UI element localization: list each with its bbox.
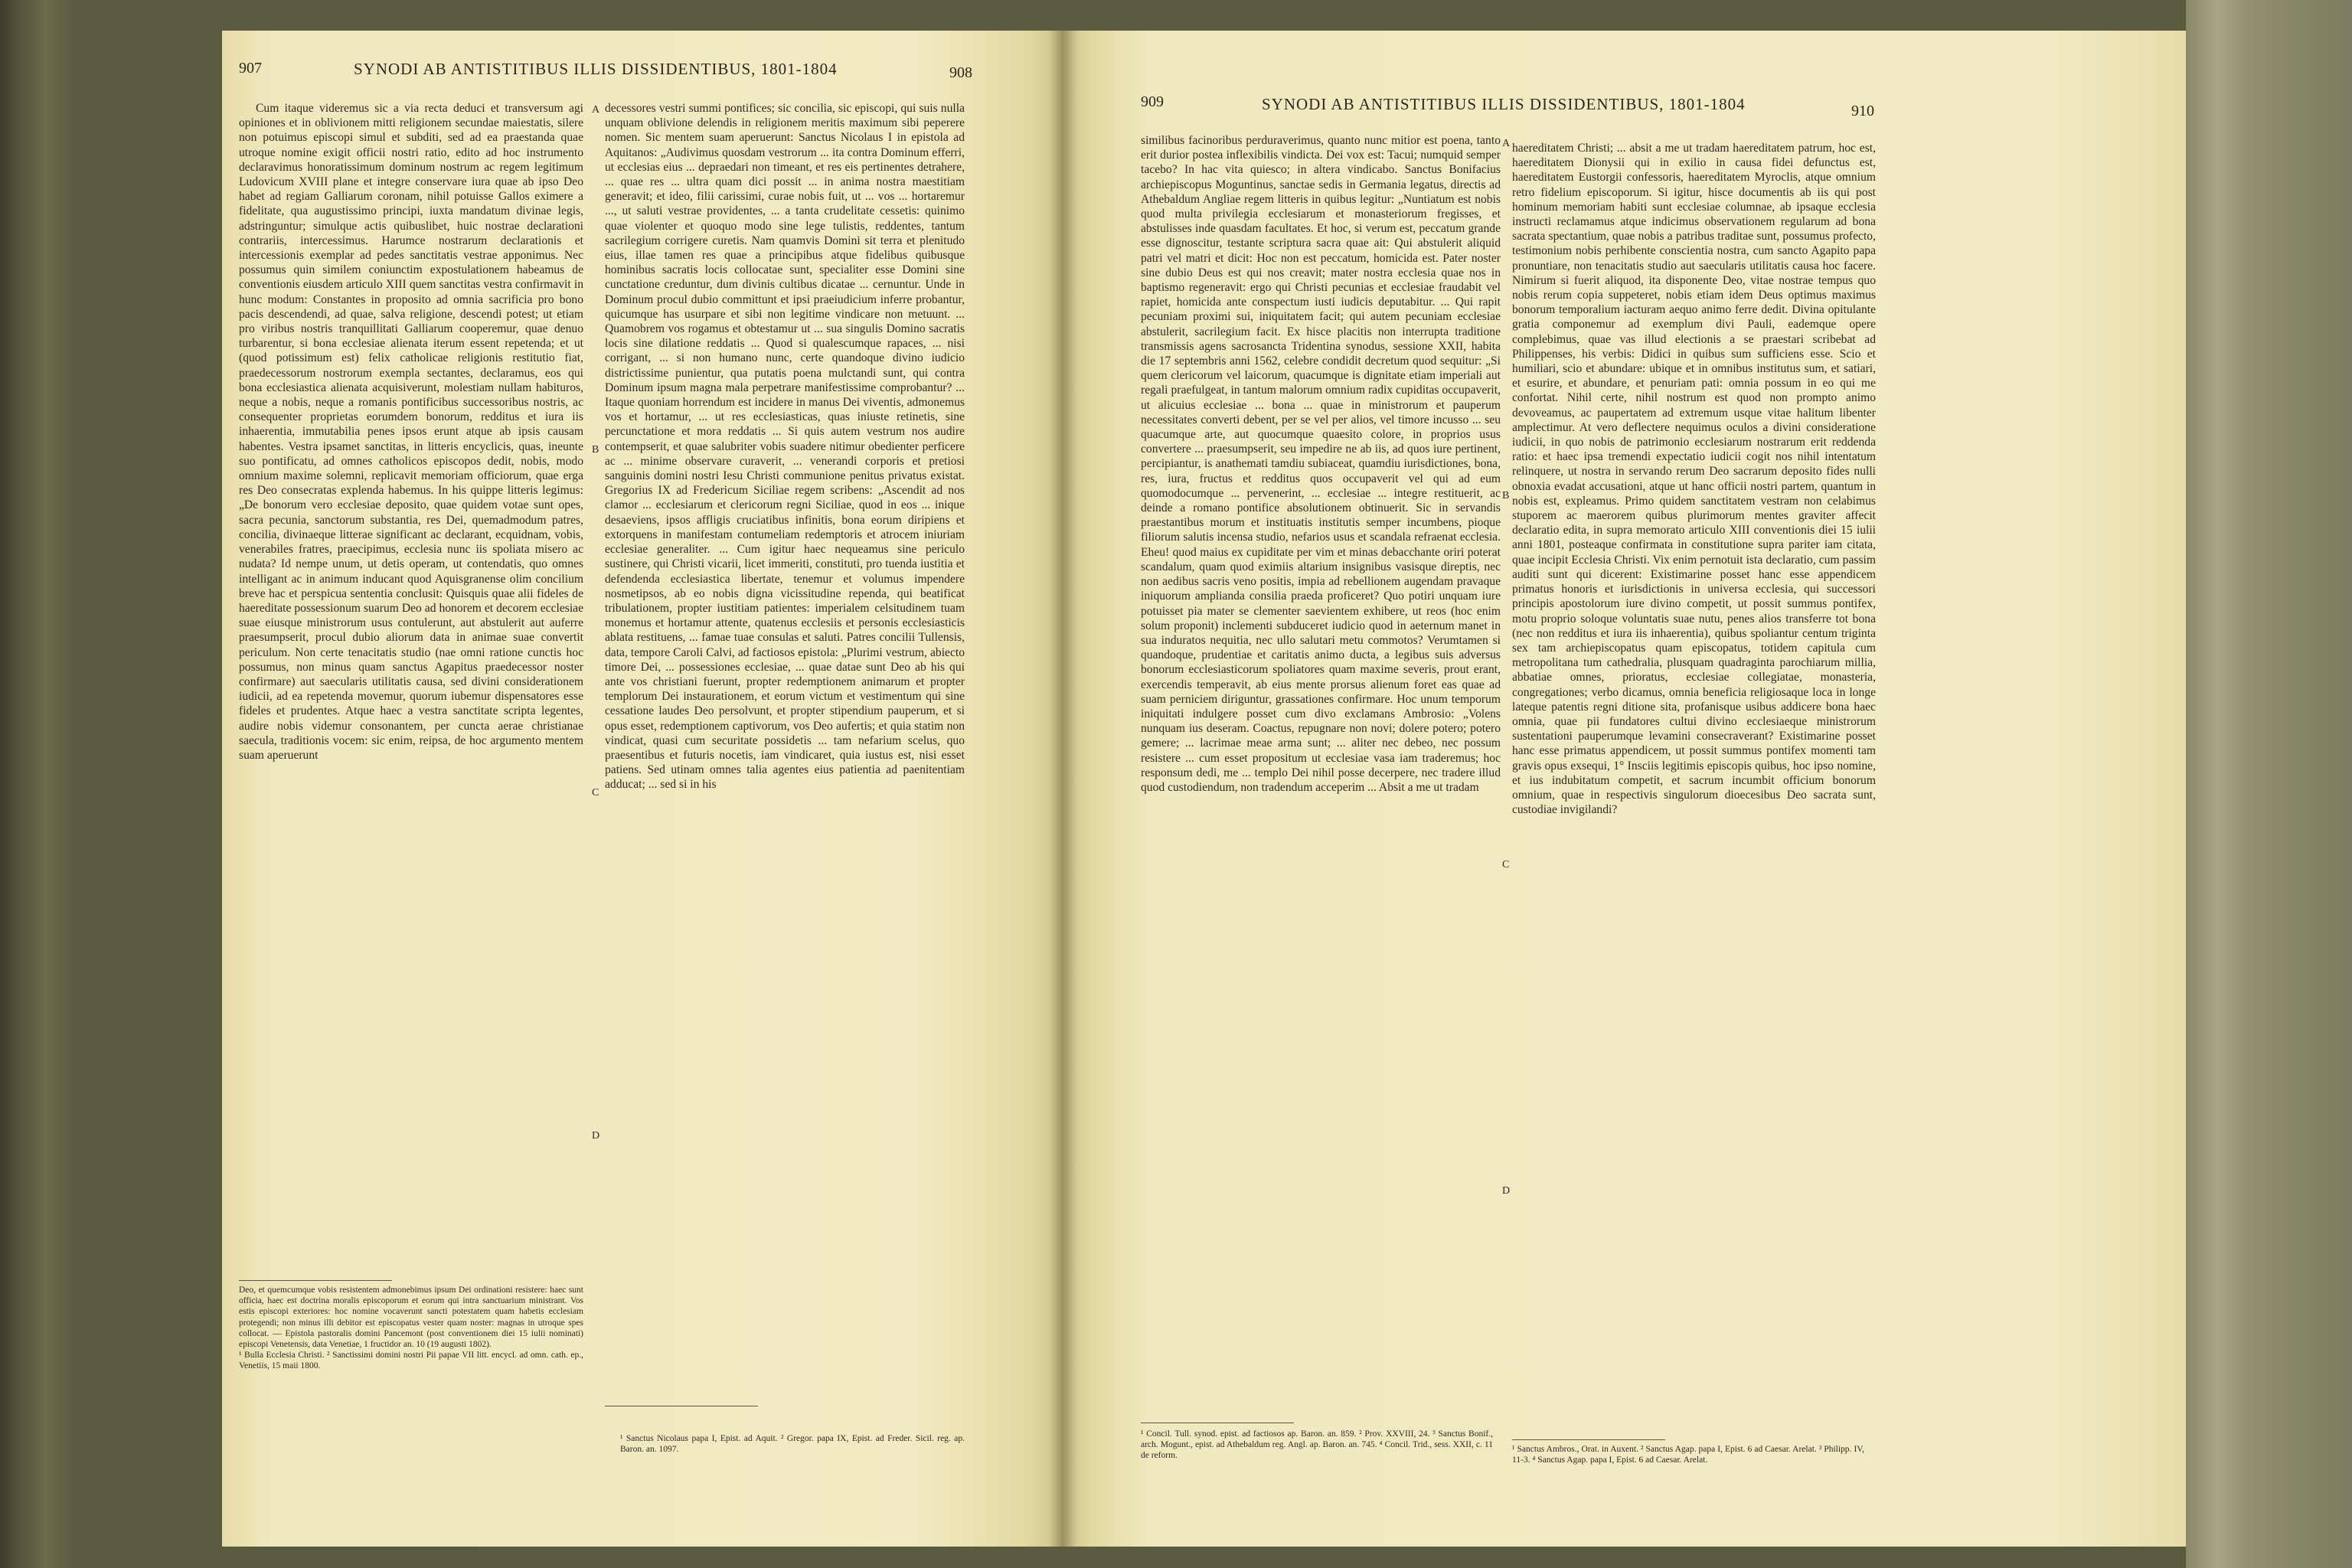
- footnote-rule: [1512, 1439, 1665, 1440]
- page-number: 908: [949, 64, 972, 81]
- footnotes: [620, 1433, 965, 1455]
- footnote-text: ¹ Sanctus Nicolaus papa I, Epist. ad Aquit. ² Gregor. papa IX, Epist. ad Freder. Sicil. reg. ap. Baron. an. 1097.: [620, 1434, 965, 1455]
- body-text: decessores vestri summi pontifices; sic concilia, sic episcopi, qui suis nulla unquam oblivione delendis in religionem meritis maximum sibi peperere nomen. Sic mentem suam aperuerunt: Sanctus Nicolaus I in epistola ad Aquitanos: „Audivimus quosdam vestrorum ... ita contra Dominum efferri, ut ecclesias eius ... depraedari non timeant, et res eis pertinentes detrahere, ... quae res ... ultra quam dici possit ... in anima nostra maestitiam generavit; et ideo, filii carissimi, curae nobis fuit, ut ... vos ... hortaremur ..., ut saluti vestrae providentes, ... a tanta crudelitate cessetis: quinimo quae violenter et quoquo modo sine lege tulistis, reddentes, tantum sacrilegium corrigere curetis. Nam quamvis Domini sit terra et plenitudo eius, illae tamen res quae a principibus atque fidelibus quibusque hominibus sacratis locis collocatae sunt, specialiter esse Domini sine cunctatione creduntur, dum divinis cultibus dicatae ... cernuntur. Unde in Dominum procul dubio committunt et ipsi praeiudicium inferre probantur, quicumque has usurpare et sibi non legitime vindicare non metuunt. ... Quamobrem vos rogamus et obtestamur ut ... sua singulis Domino sacratis locis sine dilatione reddatis ... Quod si qualescumque rapaces, ... nisi corrigant, ... si non humano nunc, certe quandoque divino iudicio districtissime punientur, qua putatis poena mulctandi sunt, qui contra Dominum ipsum magna mala perpetrare manifestissime comprobantur? ... Itaque quoniam horrendum est incidere in manus Dei viventis, admonemus vos et hortamur, ... ut res ecclesiasticas, quas iniuste retinetis, sine percunctatione et mora reddatis ... Si quis autem vestrum nos audire contempserit, et quae salubriter vobis suadere nitimur obedienter perficere ac ... minime observare curaverit, ... venerandi corporis et pretiosi sanguinis domini nostri Iesu Christi communione penitus privatus existat. Gregorius IX ad Fredericum Siciliae regem scribens: „Ascendit ad nos clamor ... ecclesiarum et clericorum regni Siciliae, quod in eos ... inique desaeviens, ipsos affligis cruciatibus infinitis, bona eorum diripiens et extorquens in manifestam contumeliam redemptoris et atrocem iniuriam ecclesiae generaliter. ... Cum igitur haec nequeamus sine periculo sustinere, qui Christi vicarii, licet immeriti, constituti, pro tuenda iustitia et defendenda ecclesiastica libertate, tenemur et volumus impendere nosmetipsos, ab eo nobis digna vicissitudine rependa, qui beatificat tribulationem, propter iustitiam patientes: imperialem celsitudinem tuam monemus et hortamur attente, quatenus ecclesiis et personis ecclesiasticis ablata restituens, ... famae tuae consulas et saluti. Patres concilii Tullensis, data, tempore Caroli Calvi, ad factiosos epistola: „Plurimi vestrum, abiecto timore Dei, ... possessiones ecclesiae, ... quae datae sunt Deo ab his qui ante vos christiani fuerunt, propter redemptionem animarum et propter templorum Dei instaurationem, et eorum victum et vestimentum qui sine cessatione laudes Deo persolvunt, et propter stipendium pauperum, et si opus esset, redemptionem captivorum, vos Deo aufertis; et quia statim non vindicat, quasi cum securitate possidetis ... tam nefarium scelus, quo praesentibus et futuris nocetis, iam vindicaret, quia iustus est, nisi esset patiens. Sed utinam omnes talia agentes eius patientia ad paenitentiam adducat; ... sed si in his: [605, 102, 965, 792]
- text-column: [239, 101, 583, 1272]
- body-text: haereditatem Christi; ... absit a me ut tradam haereditatem patrum, hoc est, haereditatem Dionysii qui in exilio in causa fidei defunctus est, haereditatem Eustorgii confessoris, haereditatem Myroclis, atque omnium retro fidelium episcoporum. Si igitur, hisce documentis ab iis qui post hominum memoriam habiti sunt ecclesiae columnae, ab ipsaque ecclesia instructi reclamamus atque indicimus observationem regularum ad bona sacrata spectantium, quae nobis a patribus traditae sunt, possumus profecto, testimonium nobis perhibente conscientia nostra, cum sancto Agapito papa pronuntiare, non tenacitatis studio aut saecularis utilitatis causa hoc facere. Nimirum si fuerit aliquod, ita disponente Deo, vitae nostrae tempus quo nobis rerum copia suppeteret, nobis etiam idem Deus optimus maximus bonorum temporalium iacturam aequo animo ferre dedit. Divina opitulante gratia componemur ad exemplum divi Pauli, eademque opere complebimus, quae vas illud electionis a se praestari scribebat ad Philippenses, his verbis: Didici in quibus sum sufficiens esse. Scio et humiliari, scio et abundare: ubique et in omnibus institutus sum, et satiari, et esurire, et abundare, et penuriam pati: omnia possum in eo qui me confortat. Nihil certe, nihil nostrum est quod non prompto animo devoveamus, ac paupertatem ad extremum usque vitae halitum libenter amplectimur. At vero deflectere nequimus oculos a divini considerationе iudicii, in quo nobis de patrimonio ecclesiarum nostrarum erit reddenda ratio: et haec ipsa tremendi expectatio iudicii cogit nos nihil intentatum relinquere, ut nostra in servando rerum Deo sacrarum deposito fides nulli obnoxia evadat accusationi, atque ut hanc officii nostri partem, quantum in nobis est, expleamus. Primo quidem sanctitatem vestram non celabimus stuporem ac maerorem quibus plurimorum mentes graviter affecit declaratio edita, in supra memorato articulo XIII conventionis diei 15 iulii anni 1801, posteaque confirmata in constitutione supra pariter iam citata, quae incipit Ecclesia Christi. Vix enim pernotuit ista declaratio, cum passim auditi sunt qui dicerent: Existimarine posset hanc esse appendicem primatus honoris et iurisdictionis in universa ecclesia, qui successori principis apostolorum iure divino competit, ut possit summus pontifex, motu proprio soloque voluntatis suae nutu, penes alios transferre tot bona (nec non redditus et iura iis inhaerentia), quibus spoliantur centum triginta sex tam archiepiscopatus quam episcopatus, totidem capitula cum metropolitana tum cathedralia, plusquam quadraginta parochiarum millia, abbatiae omnes, prioratus, ecclesiae collegiatae, monasteria, congregationes; verbo dicamus, omnia beneficia religiosaque loca in longe lateque patentis regni ditione sita, profanisque usibus addicere bona haec omnia, quae pii fundatores cultui divino ecclesiaeque ministrorum sustentationi pauperumque levamini consecraverant? Existimarine posset hanc esse primatus appendicem, ut possit summus pontifex momenti tam gravis opus exsequi, 1° Insciis legitimis episcopis quibus, hoc ipso nomine, et ius indubitatum competit, et sacrum incumbit officium bonorum omnium, quae in respectivis singulorum dioecesibus Deo sacrata sunt, custodiae invigilandi?: [1512, 142, 1876, 817]
- body-text: similibus facinoribus perduraverimus, quanto nunc mitior est poena, tanto erit durior postea inflexibilis vindicta. Dei vox est: Tacui; numquid semper tacebo? In hac vita quiesco; in altera vindicabo. Sanctus Bonifacius archiepiscopus Moguntinus, sanctae sedis in Germania legatus, directis ad Athebaldum Angliae regem litteris in quibus legitur: „Nuntiatum est nobis quod multa privilegia ecclesiarum et monasteriorum fregisses, et abstulisses inde quasdam facultates. Et hoc, si verum est, peccatum grande esse dignoscitur, testante scriptura sacra quae ait: Qui abstulerit aliquid patri vel matri et dicit: Hoc non est peccatum, homicida est. Pater noster sine dubio Deus est qui nos creavit; mater nostra ecclesia quae nos in baptismo regeneravit: ergo qui Christi pecunias et ecclesiae fraudabit vel rapiet, homicida ante conspectum iusti iudicis deputabitur. ... Qui rapit pecuniam proximi sui, iniquitatem facit; qui autem pecuniam ecclesiae abstulerit, sacrilegium facit. Ex hisce placitis non interrupta traditione transmissis agens sacrosancta Tridentina synodus, sessione XXII, habita die 17 septembris anni 1562, celebre condidit decretum quod sequitur: „Si quem clericorum vel laicorum, quacumque is dignitate etiam imperiali aut regali praefulgeat, in tantum malorum omnium radix cupiditas occupaverit, ut alicuius ecclesiae ... bona ... quae in ministrorum et pauperum necessitates converti debent, per se vel per alios, vel timore incusso ... seu quacumque arte, aut quocumque quaesito colore, in proprios usus convertere ... praesumpserit, seu impedire ne ab iis, ad quos iure pertinent, percipiantur, is anathemati tamdiu subiaceat, quamdiu iurisdictiones, bona, res, iura, fructus et redditus quos occupaverit vel qui ad eum quomodocumque ... pervenerint, ... ecclesiae ... integre restituerit, ac deinde a romano pontifice absolutionem obtinuerit. Sic in servandis praestantibus morum et instituatis institutis semper incumbens, pioque filiorum salutis incensa studio, nefarios usus et scandala refraenat ecclesia. Eheu! quod maius ex cupiditate per vim et minas debacchante oriri poterat scandalum, quam quod eximiis altarium insignibus vasisque direptis, nec non aedibus sacris veno positis, impia ad rebellionem augendam pravaque iniquorum amplianda consilia praeda proficeret? Quo potiri unquam iure potuisset pia mater se clementer saevientem exhibere, ut reos (hoc enim solum proponit) inclementi subduceret iudicio quod in aeternum manet in sua induratos nequitia, nec ullo salutari metu commotos? Verumtamen si quandoque, prudentiae et caritatis animo ducta, a legibus suis adversus bonorum ecclesiasticorum spoliatores quam maxime severis, prout erant, exercendis temperavit, ab eius mente prorsus alienum foret eas quae ad suam perniciem diriguntur, grassationes confirmare. Hoc unum temporum iniquitati indulgere posset cum divo exclamans Ambrosio: „Volens nunquam ius deseram. Coactus, repugnare non novi; dolere potero; potero gemere; ... lacrimae meae arma sunt; ... aliter nec debeo, nec possum resistere ... cum esset propositum ut ecclesiae vasa iam traderemus; hoc responsum dedi, me ... templo Dei nihil posse decerpere, nec tradere illud quod custodiendum, non tradendum acceperim ... Absit a me ut tradam: [1141, 134, 1501, 794]
- margin-marker: C: [592, 787, 599, 799]
- book-gutter: [1049, 31, 1076, 1547]
- footnote-text: ¹ Bulla Ecclesia Christi. ² Sanctissimi domini nostri Pii papae VII litt. encycl. ad omn. cath. ep., Venetiis, 15 maii 1800.: [239, 1351, 583, 1371]
- text-column: [1512, 141, 1876, 1424]
- text-column: [605, 101, 965, 1395]
- margin-marker: D: [592, 1130, 600, 1142]
- running-head: SYNODI AB ANTISTITIBUS ILLIS DISSIDENTIBUS, 1801-1804: [1262, 95, 1746, 113]
- page-number: 907: [239, 60, 262, 77]
- margin-marker: D: [1502, 1185, 1511, 1197]
- footnote-rule: [239, 1280, 392, 1281]
- margin-marker: A: [592, 104, 600, 116]
- footnotes: [1512, 1444, 1864, 1465]
- footnote-text: ¹ Concil. Tull. synod. epist. ad factiosos ap. Baron. an. 859. ² Prov. XXVIII, 24. ³ Sanctus Bonif., arch. Mogunt., epist. ad Athebaldum reg. Angl. ap. Baron. an. 745. ⁴ Concil. Trid., sess. XXII, c. 11 de reform.: [1141, 1429, 1493, 1461]
- footnote-text: Deo, et quemcumque vobis resistentem admonebimus ipsum Dei ordinationi resistere: haec sunt officia, haec est doctrina moralis episcoporum et eorum qui intra sanctuarium ministrant. Vos estis episcopi exteriores: hoc nomine vocaverunt sancti potestatem quam habetis ecclesiam protegendi; non minus illi debitor est episcopatus vester quam noster: magnas in utroque spes collocat. — Epistola pastoralis domini Pancemont (post conventionem diei 15 iulii nominati) episcopi Venetensis, data Venetiae, 1 fructidor an. 10 (19 augusti 1802).: [239, 1285, 583, 1350]
- page-number: 910: [1851, 103, 1874, 119]
- footnote-text: ¹ Sanctus Ambros., Orat. in Auxent. ² Sanctus Agap. papa I, Epist. 6 ad Caesar. Arelat. ³ Philipp. IV, 11-3. ⁴ Sanctus Agap. papa I, Epist. 6 ad Caesar. Arelat.: [1512, 1445, 1864, 1465]
- margin-marker: B: [1502, 490, 1510, 501]
- footnotes: [239, 1285, 583, 1372]
- text-column: [1141, 133, 1501, 1412]
- running-head: SYNODI AB ANTISTITIBUS ILLIS DISSIDENTIBUS, 1801-1804: [354, 60, 838, 78]
- body-text: Cum itaque videremus sic a via recta deduci et transversum agi opiniones et in oblivionem mitti religionem secundae maiestatis, silere non potuimus episcopi simul et subditi, sed ad ea praestanda quae utroque nomine exigit officii nostri ratio, edito ad hoc instrumento declaravimus honoratissimum dominum nostrum ac regem legitimum Ludovicum XVIII plane et integre conservare iura quae ab ipso Deo habet ad regiam Galliarum coronam, nihil potuisse Gallos eximere a fidelitate, qua augustissimo principi, iuxta mandatum divinae legis, adstringuntur; simulque actis quibuslibet, huic nostrae declarationi contrariis, intercessimus. Harumce nostrarum declarationis et intercessionis exemplar ad pedes sanctitatis vestrae apponimus. Nec possumus quin similem coniunctim expostulationem habeamus de conventionis eiusdem articulo XIII quem sanctitas vestra confirmavit in hunc modum: Constantes in proposito ad omnia sacrificia pro bono pacis descendendi, ad quae, salva religione, descendi potest; ut etiam pro viribus nostris tranquillitati Galliarum cooperemur, quae denuo turbarentur, si bona ecclesiae alienata iterum essent repetenda; et ut (quod potissimum est) felix catholicae religionis restitutio fiat, praedecessorum nostrorum exempla sectantes, declaramus, eos qui bona ecclesiastica alienata acquisiverunt, molestiam nullam habituros, neque a nobis, neque a romanis pontificibus successoribus nostris, ac consequenter proprietas eorumdem bonorum, redditus et iura iis inhaerentia, immutabilia penes ipsos erunt atque ab ipsis causam habentes. Vestra ipsamet sanctitas, in litteris encyclicis, quas, ineunte suo pontificatu, ad omnes catholicos episcopos dedit, nobis, modo omnium maxime solemni, replicavit memoriam officiorum, quae erga res Deo consecratas explenda habemus. In his quippe litteris legimus: „De bonorum vero ecclesiae deposito, quae quidem votae sunt opes, sacra pecunia, sanctorum substantia, res Dei, quemadmodum patres, concilia, divinaeque litterae significant ac declarant, ecquidnam, vobis, venerabiles fratres, praecipimus, ecclesia nunc iis spoliata misero ac nudata? Id nempe unum, ut detis operam, ut contendatis, quo omnes intelligant ac in animum inducant quod Aquisgranense olim concilium breve hac et perspicua sententia conclusit: Quisquis quae alii fideles de haereditate possessionum suarum Deo ad honorem et decorem ecclesiae suae eiusque ministrorum usus contulerunt, aut abstulerit aut auferre praesumpserit, procul dubio aliorum data in animae suae convertit periculum. Non certe tenacitatis studio (nae omni ratione cunctis hoc possumus, non minus quam sanctus Agapitus praedecessor noster confirmare) aut saecularis utilitatis causa, sed divini considerationem iudicii, ad ea repetenda movemur, quorum iubemur dispensatores esse fideles et prudentes. Atque haec a vestra sanctitate scripta legentes, audire nobis videmur consonantem, per cuncta aerae christianae saecula, traditionis vocem: sic enim, reipsa, de hoc argumento mentem suam aperuerunt: [239, 102, 583, 762]
- page-edges: [2186, 0, 2352, 1568]
- margin-marker: B: [592, 444, 599, 456]
- margin-marker: C: [1502, 859, 1510, 871]
- margin-marker: A: [1502, 138, 1511, 149]
- page-number: 909: [1141, 93, 1164, 110]
- footnotes: [1141, 1429, 1493, 1462]
